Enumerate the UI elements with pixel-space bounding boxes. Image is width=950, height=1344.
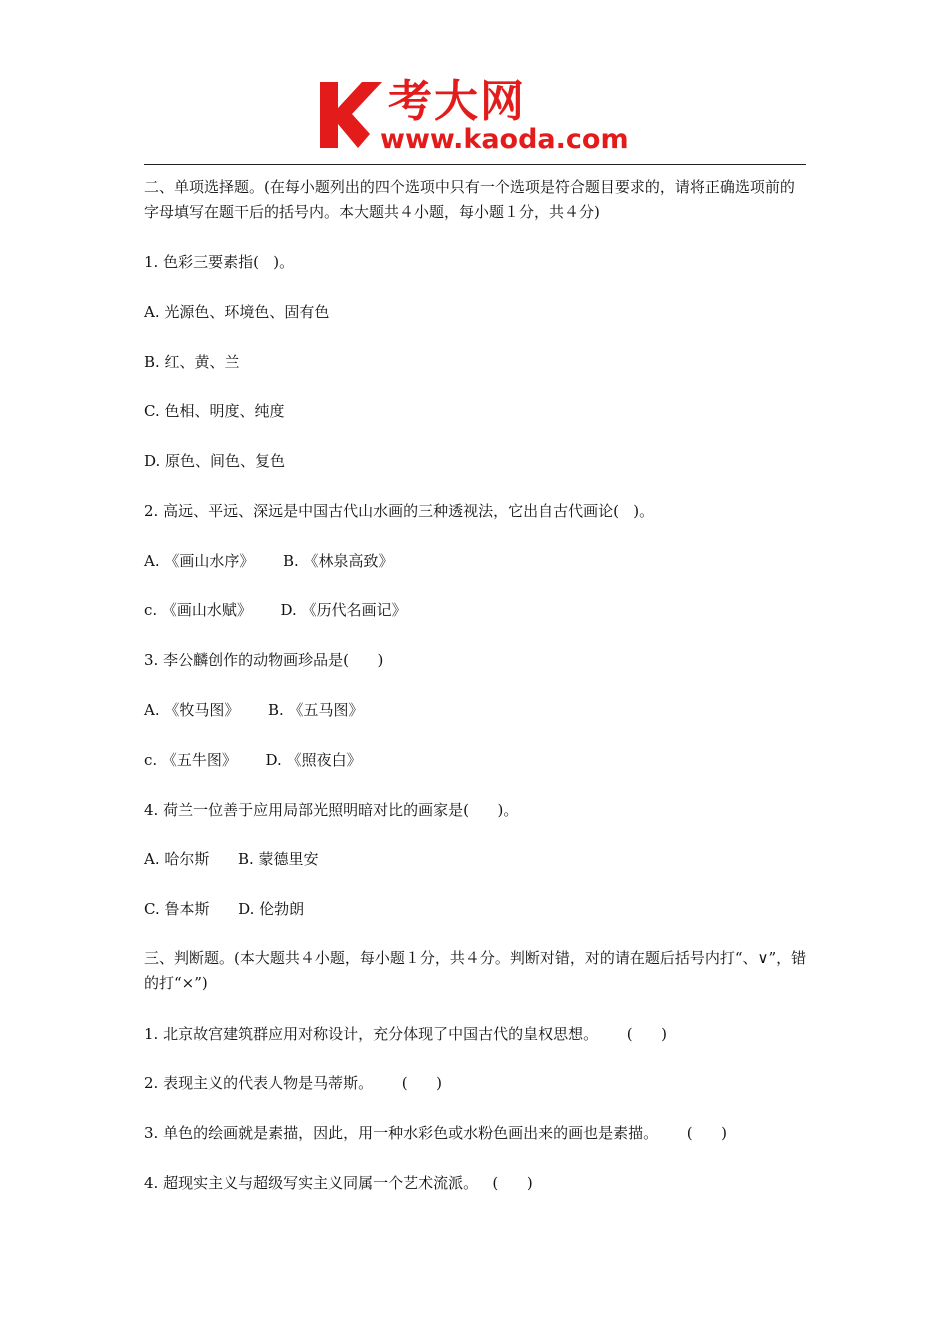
q2-stem: 2. 高远、平远、深远是中国古代山水画的三种透视法，它出自古代画论( )。 [144,502,655,520]
q3-options-cd: c. 《五牛图》 D. 《照夜白》 [144,751,362,769]
kaoda-logo [318,78,648,158]
q2-options-cd: c. 《画山水赋》 D. 《历代名画记》 [144,601,407,619]
q1-stem: 1. 色彩三要素指( )。 [144,253,295,271]
logo-brand-text: 考大网 [388,76,526,127]
header-divider [144,164,806,165]
judge-item-1: 1. 北京故宫建筑群应用对称设计，充分体现了中国古代的皇权思想。 ( ) [144,1025,668,1043]
judge-item-2: 2. 表现主义的代表人物是马蒂斯。 ( ) [144,1074,443,1092]
q4-options-ab: A. 哈尔斯 B. 蒙德里安 [144,850,319,868]
q1-option-c: C. 色相、明度、纯度 [144,402,285,420]
judge-item-3: 3. 单色的绘画就是素描，因此，用一种水彩色或水粉色画出来的画也是素描。 ( ) [144,1124,728,1142]
logo-url-text: www.kaoda.com [380,124,629,155]
q3-options-ab: A. 《牧马图》 B. 《五马图》 [144,701,364,719]
q2-options-ab: A. 《画山水序》 B. 《林泉高致》 [144,552,394,570]
judge-item-4: 4. 超现实主义与超级写实主义同属一个艺术流派。 ( ) [144,1174,533,1192]
section3-heading: 三、判断题。(本大题共４小题，每小题１分，共４分。判断对错，对的请在题后括号内打“、∨”，错的打“×”) [144,949,807,992]
q1-option-b: B. 红、黄、兰 [144,353,240,371]
q4-stem: 4. 荷兰一位善于应用局部光照明暗对比的画家是( )。 [144,801,519,819]
q1-option-a: A. 光源色、环境色、固有色 [144,303,330,321]
q4-options-cd: C. 鲁本斯 D. 伦勃朗 [144,900,305,918]
k-logo-icon [318,78,382,152]
q1-option-d: D. 原色、间色、复色 [144,452,286,470]
section2-heading: 二、单项选择题。(在每小题列出的四个选项中只有一个选项是符合题目要求的，请将正确选项前的字母填写在题干后的括号内。本大题共４小题，每小题１分，共４分) [144,178,795,221]
q3-stem: 3. 李公麟创作的动物画珍品是( ) [144,651,384,669]
